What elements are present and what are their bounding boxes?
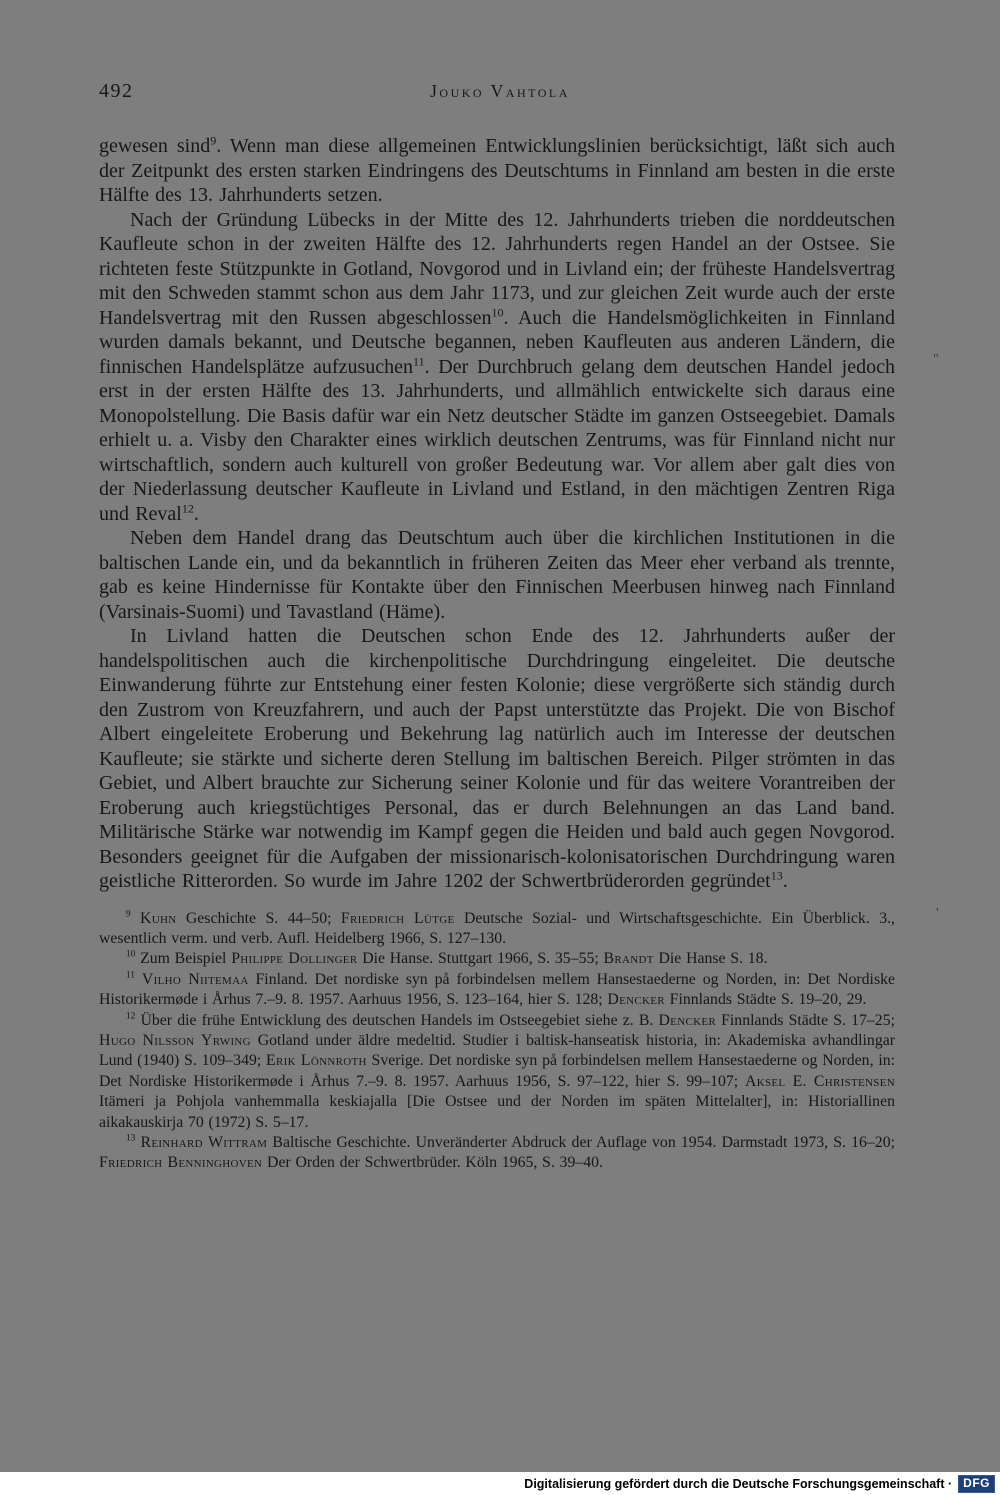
footnote-12: $^{12}$ Über die frühe Entwicklung des deutschen Handels im Ostseegebiet siehe z. B. Dencker Finnlands Städte S. 17–25; Hugo Nilsson Yrwing Gotland under äldre medeltid. Studier i baltisk-hanseatisk historia, in: Akademiska avhandlingar Lund (1940) S. 109–349; Erik Lönnroth Sverige. Det nordiske syn på forbindelsen mellem Hansestaederne og Norden, in: Det Nordiske Historikermøde i Århus 7.–9. 8. 1957. Aarhuus 1956, S. 97–122, hier S. 99–107; Aksel E. Christensen Itämeri ja Pohjola vanhemmalla keskiajalla [Die Ostsee und der Norden im späten Mittelalter], in: Historiallinen aikakauskirja 70 (1972) S. 5–17. [99,1011,895,1131]
page-content [99,134,895,1174]
body-paragraph-3: Neben dem Handel drang das Deutschtum auch über die kirchlichen Institutionen in die baltischen Lande ein, und da bekanntlich in früheren Zeiten das Meer eher verband als trennte, gab es keine Hindernisse für Kontakte über den Finnischen Meerbusen hinweg nach Finnland (Varsinais-Suomi) und Tavastland (Häme). [99,527,895,623]
digitization-credit: Digitalisierung gefördert durch die Deutsche Forschungsgemeinschaft · [524,1476,953,1491]
body-paragraph-4: In Livland hatten die Deutschen schon Ende des 12. Jahrhunderts außer der handelspolitischen auch die kirchenpolitische Durchdringung eingeleitet. Die deutsche Einwanderung führte zur Entstehung einer festen Kolonie; diese vergrößerte sich ständig durch den Zustrom von Kreuzfahrern, und auch der Papst unterstützte das Projekt. Die von Bischof Albert eingeleitete Eroberung und Bekehrung lag natürlich auch im Interesse der deutschen Kaufleute; sie stärkte und sicherte deren Stellung im baltischen Bereich. Pilger strömten in das Gebiet, und Albert brauchte zur Sicherung seiner Kolonie und für das weitere Vorantreiben der Eroberung auch kriegstüchtiges Personal, das er durch Belehnungen an das Land band. Militärische Stärke war notwendig im Kampf gegen die Heiden und bald auch gegen Novgorod. Besonders geeignet für die Aufgaben der missionarisch-kolonisatorischen Durchdringung waren geistliche Ritterorden. So wurde im Jahre 1202 der Schwertbrüderorden gegründet$^{13}$. [99,625,895,892]
page-number: 492 [99,80,134,102]
scan-artifact-mark: " [933,352,939,367]
footnote-11: $^{11}$ Vilho Niitemaa Finland. Det nordiske syn på forbindelsen mellem Hansestaederne og Norden, in: Det Nordiske Historikermøde i Århus 7.–9. 8. 1957. Aarhuus 1956, S. 123–164, hier S. 128; Dencker Finnlands Städte S. 19–20, 29. [99,970,895,1009]
running-head: Jouko Vahtola [430,81,570,101]
footnotes-block [99,909,895,1174]
digitization-footer [0,1472,1000,1495]
footnote-13: $^{13}$ Reinhard Wittram Baltische Geschichte. Unveränderter Abdruck der Auflage von 1954. Darmstadt 1973, S. 16–20; Friedrich Benninghoven Der Orden der Schwertbrüder. Köln 1965, S. 39–40. [99,1133,895,1172]
body-paragraph-1: gewesen sind$^9$. Wenn man diese allgemeinen Entwicklungslinien berücksichtigt, läßt sich auch der Zeitpunkt des ersten starken Eindringens des Deutschtums in Finnland am besten in die erste Hälfte des 13. Jahrhunderts setzen. [99,133,895,206]
body-paragraph-2: Nach der Gründung Lübecks in der Mitte des 12. Jahrhunderts trieben die norddeutschen Kaufleute schon in der zweiten Hälfte des 12. Jahrhunderts regen Handel an der Ostsee. Sie richteten feste Stützpunkte in Gotland, Novgorod und in Livland ein; der früheste Handelsvertrag mit den Schweden stammt schon aus dem Jahr 1173, und zur gleichen Zeit wurde auch der erste Handelsvertrag mit den Russen abgeschlossen$^{10}$. Auch die Handelsmöglichkeiten in Finnland wurden damals bekannt, und Deutsche begannen, neben Kaufleuten aus anderen Ländern, die finnischen Handelsplätze aufzusuchen$^{11}$. Der Durchbruch gelang dem deutschen Handel jedoch erst in der ersten Hälfte des 13. Jahrhunderts, und allmählich entwickelte sich daraus eine Monopolstellung. Die Basis dafür war ein Netz deutscher Städte im ganzen Ostseegebiet. Damals erhielt u. a. Visby den Charakter eines wirklich deutschen Zentrums, was für Finnland nicht nur wirtschaftlich, sondern auch kulturell von großer Bedeutung war. Vor allem aber galt dies von der Niederlassung deutscher Kaufleute in Livland und Estland, in den mächtigen Zentren Riga und Reval$^{12}$. [99,208,895,525]
page-header [0,80,1000,106]
scan-artifact-mark: ' [936,906,939,921]
footnote-10: $^{10}$ Zum Beispiel Philippe Dollinger Die Hanse. Stuttgart 1966, S. 35–55; Brandt Die Hanse S. 18. [125,950,768,968]
dfg-logo: DFG [958,1475,995,1493]
footnote-9: $^9$ Kuhn Geschichte S. 44–50; Friedrich Lütge Deutsche Sozial- und Wirtschaftsgeschichte. Ein Überblick. 3., wesentlich verm. und verb. Aufl. Heidelberg 1966, S. 127–130. [99,909,895,947]
